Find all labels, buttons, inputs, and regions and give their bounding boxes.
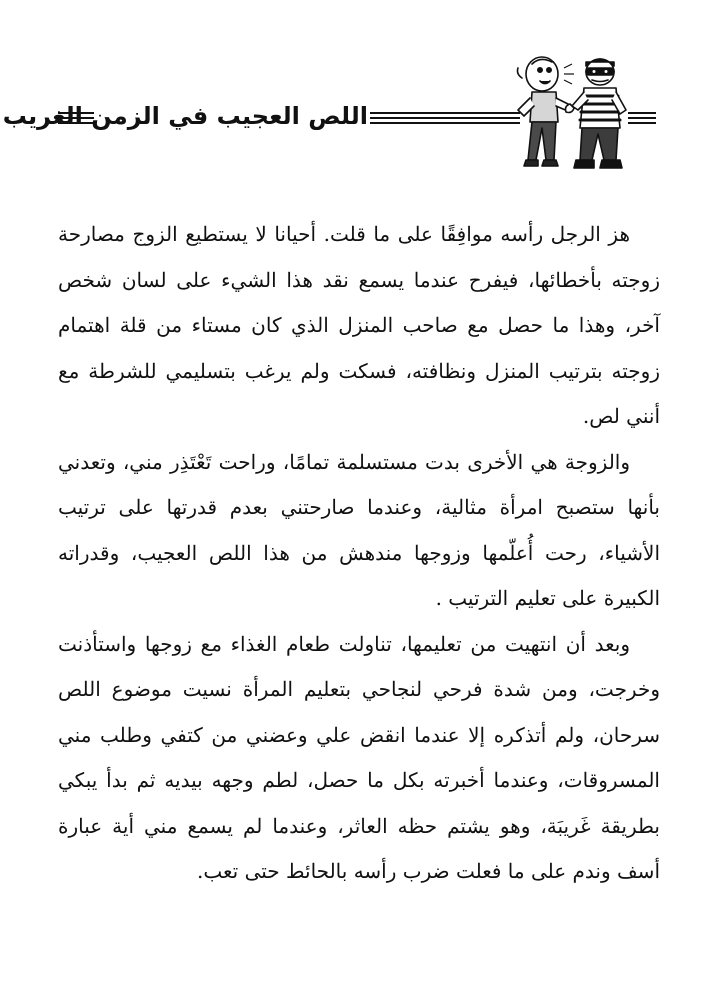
decorative-rule-right xyxy=(628,112,656,124)
paragraph: وبعد أن انتهيت من تعليمها، تناولت طعام الغذاء مع زوجها واستأذنت وخرجت، ومن شدة فرحي لنجاحي بتعليم المرأة نسيت موضوع اللص سرحان، ولم أتذكره إلا عندما انقض علي وعضني من كتفي وطلب مني المسروقات، وعندما أخبرته بكل ما حصل، لطم وجهه بيديه ثم بدأ يبكي بطريقة غَريبَة، وهو يشتم حظه العاثر، وعندما لم يسمع مني أية عبارة أسف وندم على ما فعلت ضرب رأسه بالحائط حتى تعب. xyxy=(58,631,660,883)
chapter-header xyxy=(0,0,720,190)
story-text xyxy=(58,212,660,895)
thief-figure xyxy=(566,59,627,168)
boy-and-masked-thief-illustration xyxy=(512,48,630,176)
boy-figure xyxy=(518,57,573,166)
paragraph: والزوجة هي الأخرى بدت مستسلمة تمامًا، وراحت تَعْتَذِر مني، وتعدني بأنها ستصبح امرأة مثالية، وعندما صارحتني بعدم قدرتها على ترتيب الأشياء، رحت أُعلّمها وزوجها مندهش من هذا اللص العجيب، وقدراته الكبيرة على تعليم الترتيب . xyxy=(58,449,660,610)
motion-lines xyxy=(564,64,574,84)
chapter-title: اللص العجيب في الزمن الغريب xyxy=(2,102,368,130)
paragraph: هز الرجل رأسه موافِقًا على ما قلت. أحيانا لا يستطيع الزوج مصارحة زوجته بأخطائها، فيفرح عندما يسمع نقد هذا الشيء على لسان شخص آخر، وهذا ما حصل مع صاحب المنزل الذي كان مستاء من قلة اهتمام زوجته بترتيب المنزل ونظافته، فسكت ولم يرغب بتسليمي للشرطة مع أنني لص. xyxy=(58,222,660,428)
decorative-rule-middle xyxy=(370,112,520,124)
